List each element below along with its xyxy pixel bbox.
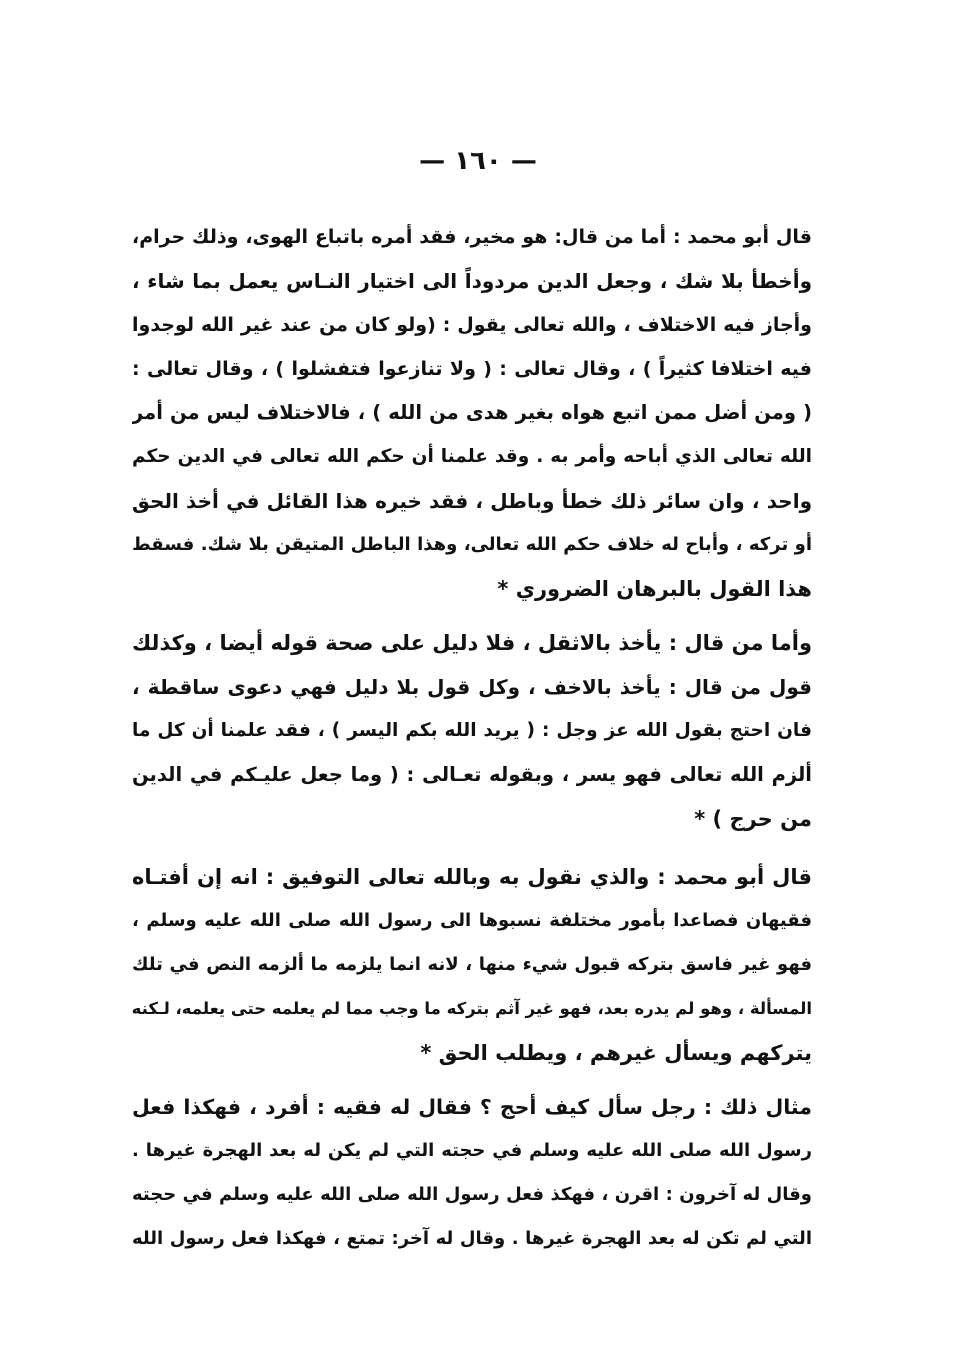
text-line: فيه اختلافا كثيراً ) ، وقال تعالى : ( ولا تنازعوا فتفشلوا ) ، وقال تعالى : [132, 358, 812, 380]
text-line: أو تركه ، وأباح له خلاف حكم الله تعالى، وهذا الباطل المتيقن بلا شك. فسقط [132, 534, 812, 555]
text-line: مثال ذلك : رجل سأل كيف أحج ؟ فقال له فقيه : أفرد ، فهكذا فعل [132, 1095, 812, 1119]
text-line: هذا القول بالبرهان الضروري * [497, 577, 812, 601]
text-line: وأما من قال : يأخذ بالاثقل ، فلا دليل على صحة قوله أيضا ، وكذلك [132, 631, 812, 655]
text-line: رسول الله صلى الله عليه وسلم في حجته التي لم يكن له بعد الهجرة غيرها . [132, 1140, 812, 1161]
text-line: فان احتج بقول الله عز وجل : ( يريد الله بكم اليسر ) ، فقد علمنا أن كل ما [132, 720, 812, 741]
paragraph-3 [132, 855, 812, 1075]
text-line: المسألة ، وهو لم يدره بعد، فهو غير آثم بتركه ما وجب مما لم يعلمه حتى يعلمه، لـكنه [132, 999, 812, 1018]
text-line: وقال له آخرون : اقرن ، فهكذ فعل رسول الله صلى الله عليه وسلم في حجته [132, 1184, 812, 1205]
text-line: واحد ، وان سائر ذلك خطأ وباطل ، فقد خيره هذا القائل في أخذ الحق [132, 489, 812, 513]
text-line: قال أبو محمد : والذي نقول به وبالله تعالى التوفيق : انه إن أفتـاه [132, 865, 812, 889]
text-line: وأخطأ بلا شك ، وجعل الدين مردوداً الى اختيار النـاس يعمل بما شاء ، [132, 269, 812, 293]
text-line: فقيهان فصاعدا بأمور مختلفة نسبوها الى رسول الله صلى الله عليه وسلم ، [132, 910, 812, 931]
text-line: ألزم الله تعالى فهو يسر ، وبقوله تعـالى : ( وما جعل عليـكم في الدين [132, 763, 812, 786]
paragraph-1 [132, 215, 812, 611]
text-line: قول من قال : يأخذ بالاخف ، وكل قول بلا دليل فهي دعوى ساقطة ، [132, 675, 812, 699]
text-line: الله تعالى الذي أباحه وأمر به . وقد علمنا أن حكم الله تعالى في الدين حكم [132, 446, 812, 467]
text-line: ( ومن أضل ممن اتبع هواه بغير هدى من الله ) ، فالاختلاف ليس من أمر [132, 401, 812, 424]
text-line: يتركهم ويسأل غيرهم ، ويطلب الحق * [420, 1041, 812, 1065]
text-line: وأجاز فيه الاختلاف ، والله تعالى يقول : (ولو كان من عند غير الله لوجدوا [132, 314, 812, 336]
text-line: فهو غير فاسق بتركه قبول شيء منها ، لانه انما يلزمه ما ألزمه النص في تلك [132, 954, 812, 975]
text-line: التي لم تكن له بعد الهجرة غيرها . وقال له آخر: تمتع ، فهكذا فعل رسول الله [132, 1228, 812, 1249]
page-number: — ١٦٠ — [419, 146, 537, 176]
paragraph-2 [132, 621, 812, 841]
body-text [132, 215, 812, 1261]
text-line: من حرج ) * [694, 807, 812, 831]
text-line: قال أبو محمد : أما من قال: هو مخير، فقد أمره باتباع الهوى، وذلك حرام، [132, 226, 812, 248]
paragraph-4 [132, 1085, 812, 1261]
